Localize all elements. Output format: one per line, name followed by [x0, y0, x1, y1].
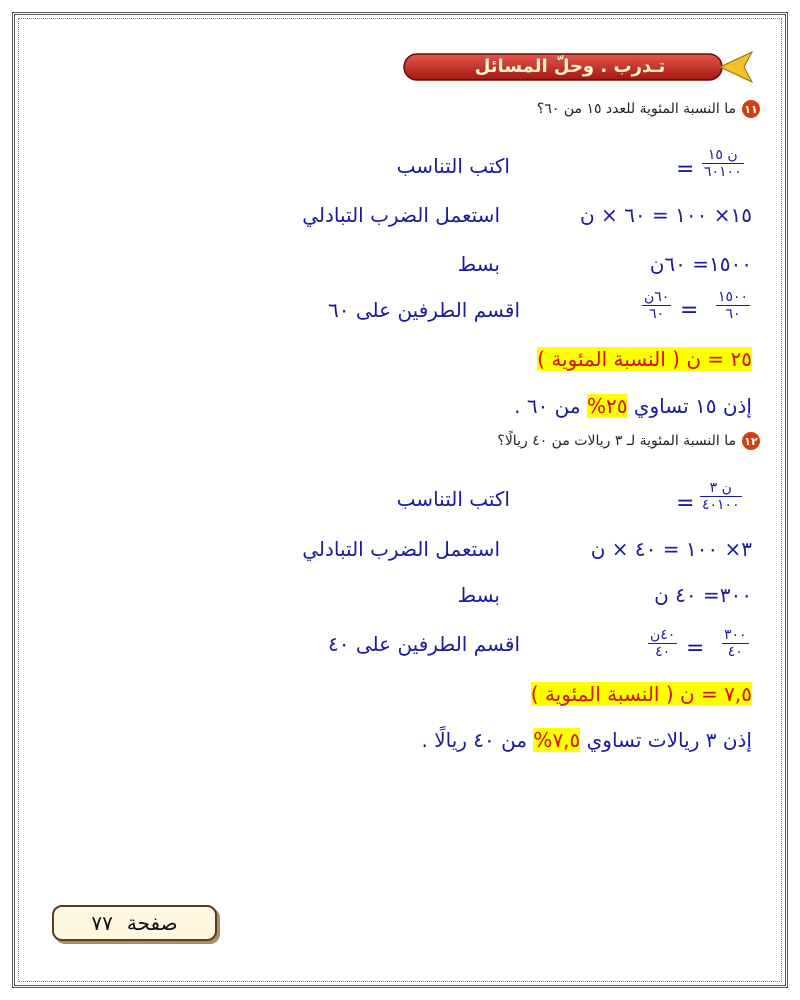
question-text: ما النسبة المئوية لـ ٣ ريالات من ٤٠ ريالًا؟	[497, 433, 736, 449]
question-text: ما النسبة المئوية للعدد ١٥ من ٦٠؟	[536, 101, 736, 117]
fraction-right: ٦٠ن ٦٠	[644, 289, 670, 322]
section-title: تـدرب . وحلّ المسائل	[474, 56, 666, 77]
step-expression: ٣× ١٠٠ = ٤٠ × ن	[590, 537, 752, 561]
step-expression: ٣٠٠= ٤٠ ن	[654, 583, 752, 607]
fraction-left: ١٥٠٠ ٦٠	[718, 289, 749, 322]
step-label: اكتب التناسب	[396, 154, 510, 178]
step-label: بسط	[457, 583, 500, 607]
result-line: ٧,٥ = ن ( النسبة المئوية )	[530, 682, 752, 706]
page-number: ٧٧	[91, 911, 113, 935]
step-label: استعمل الضرب التبادلي	[302, 537, 500, 561]
question-number-badge: ١٢	[742, 432, 760, 450]
proportion-fraction: ن ١٥ ٦٠١٠٠	[704, 147, 742, 180]
step-label: اقسم الطرفين على ٦٠	[328, 298, 520, 322]
proportion-fraction: ن ٣ ٤٠١٠٠	[702, 480, 740, 513]
result-line: ٢٥ = ن ( النسبة المئوية )	[537, 347, 752, 371]
question-1	[537, 100, 760, 118]
equals-sign: =	[676, 491, 695, 516]
step-expression: ١٥× ١٠٠ = ٦٠ × ن	[580, 203, 752, 227]
step-expression: ١٥٠٠= ٦٠ن	[649, 252, 752, 276]
equals-sign: =	[676, 157, 695, 182]
percent-answer: ٢٥%	[586, 394, 628, 418]
page-number-label	[52, 905, 217, 941]
conclusion-line: إذن ١٥ تساوي ٢٥% من ٦٠ .	[514, 394, 752, 418]
equals-sign: =	[686, 636, 705, 661]
step-label: استعمل الضرب التبادلي	[302, 203, 500, 227]
step-label: اكتب التناسب	[396, 487, 510, 511]
question-number-badge: ١١	[742, 100, 760, 118]
conclusion-line: إذن ٣ ريالات تساوي ٧,٥% من ٤٠ ريالًا .	[421, 728, 752, 752]
page-word: صفحة	[126, 911, 178, 935]
percent-answer: ٧,٥%	[533, 728, 581, 752]
fraction-right: ٤٠ن ٤٠	[650, 627, 676, 660]
question-2	[497, 432, 760, 450]
step-label: اقسم الطرفين على ٤٠	[328, 632, 520, 656]
equals-sign: =	[680, 298, 699, 323]
step-label: بسط	[457, 252, 500, 276]
fraction-left: ٣٠٠ ٤٠	[724, 627, 747, 660]
